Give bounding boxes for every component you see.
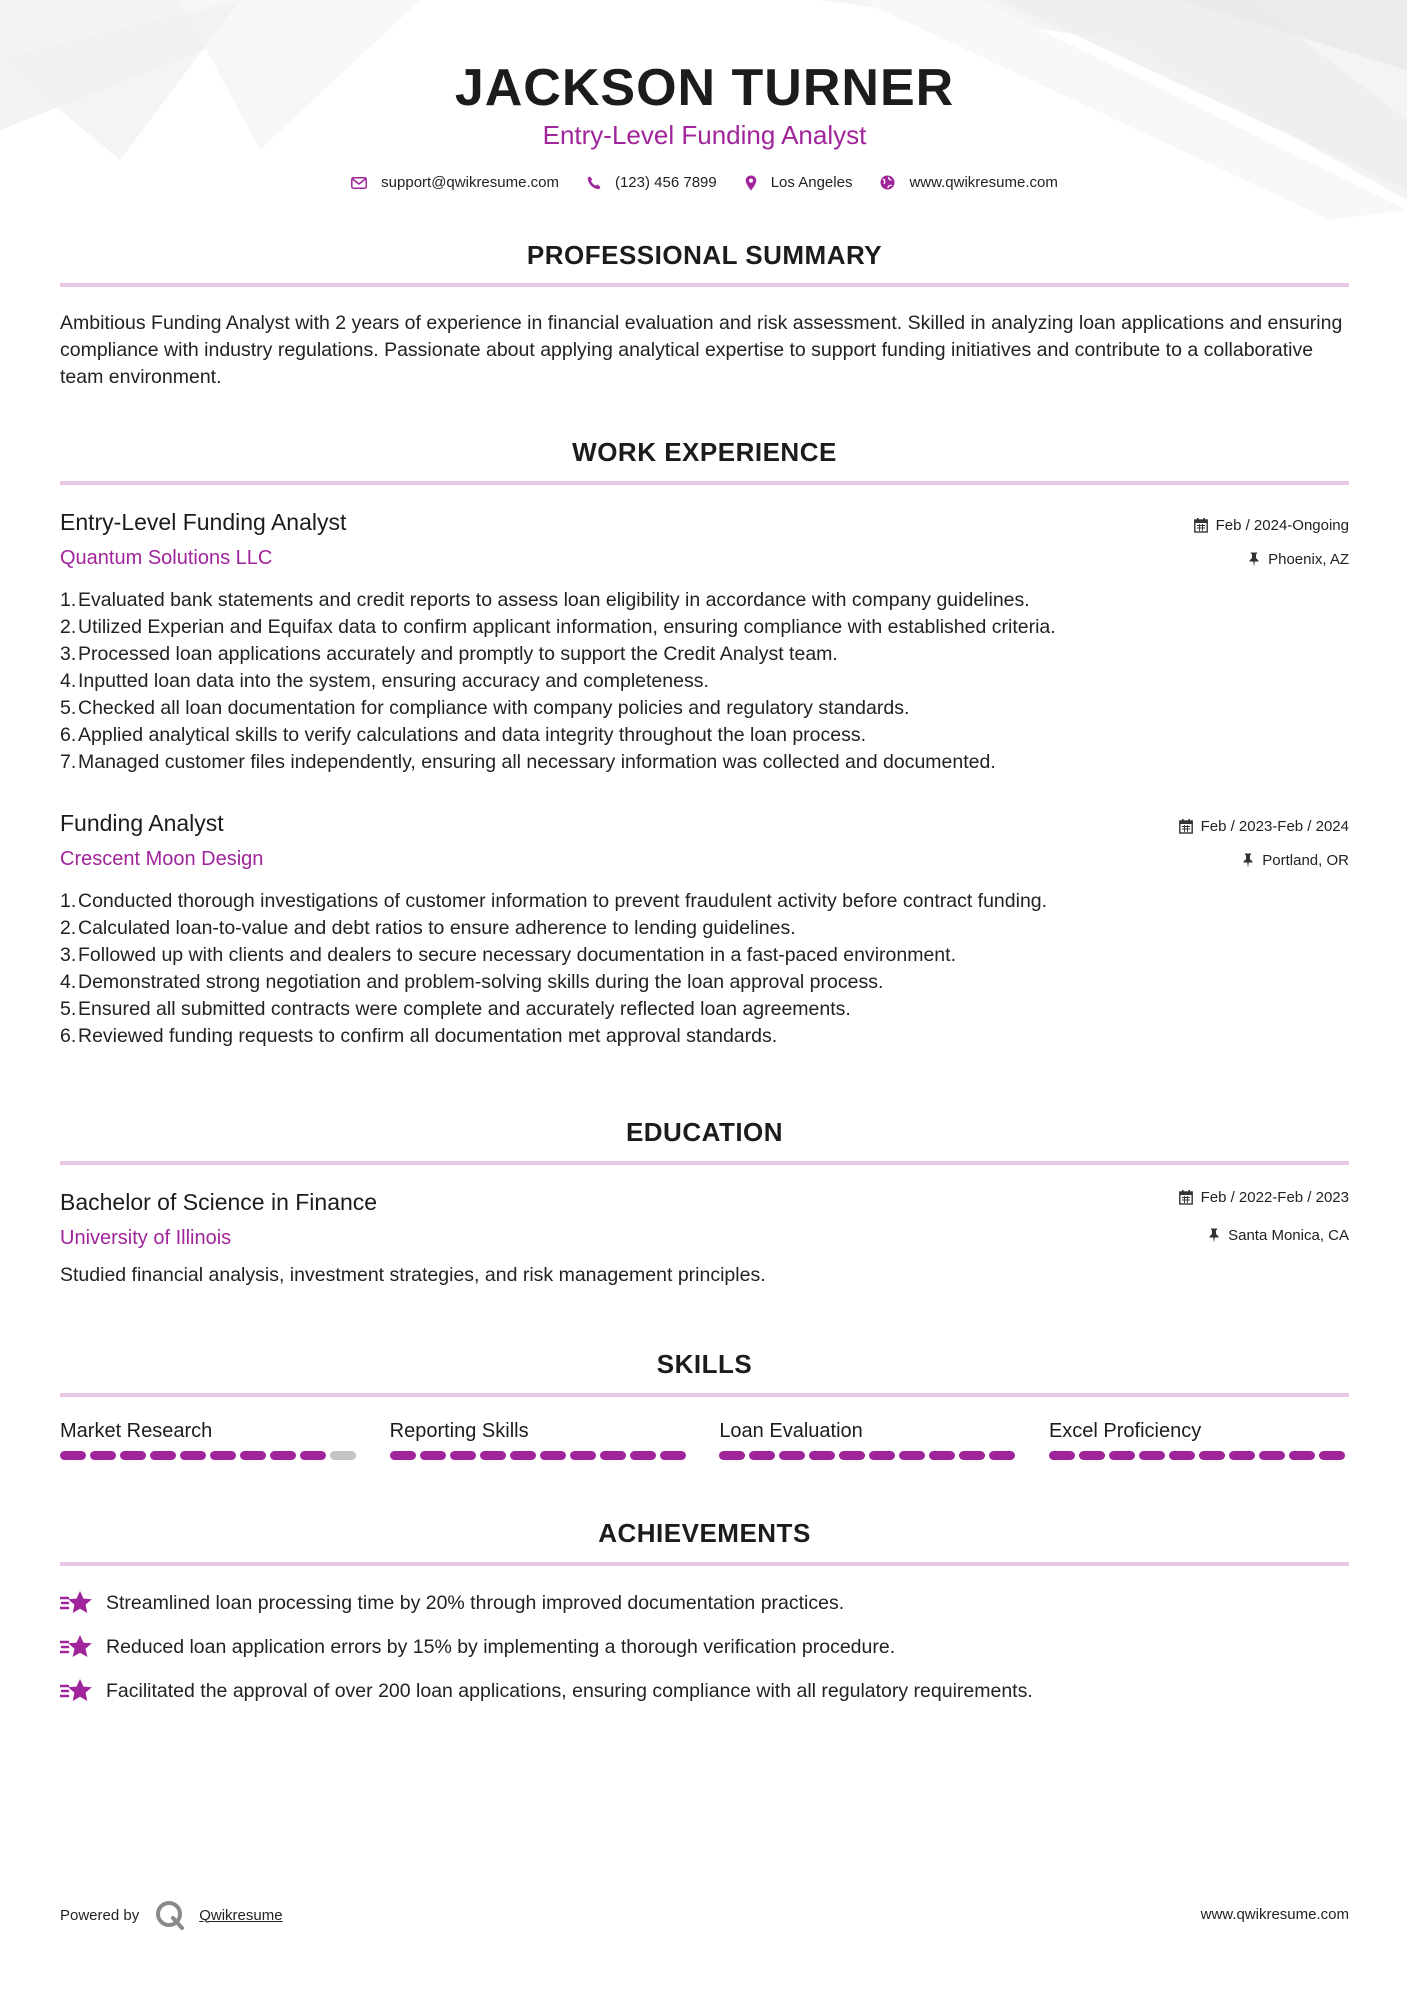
skill-segment-filled xyxy=(660,1451,686,1460)
skill-segment-filled xyxy=(809,1451,835,1460)
candidate-name: JACKSON TURNER xyxy=(454,59,955,117)
education-heading: EDUCATION xyxy=(625,1117,784,1147)
skill-segment-filled xyxy=(540,1451,566,1460)
list-item: 6. Applied analytical skills to verify calculations and data integrity throughout the loan process. xyxy=(60,722,1349,749)
skill-segment-filled xyxy=(929,1451,955,1460)
location-text: Los Angeles xyxy=(770,174,853,191)
summary-divider xyxy=(60,283,1349,287)
achievement-item xyxy=(60,1590,844,1616)
skill-segment-filled xyxy=(839,1451,865,1460)
skill-name: Loan Evaluation xyxy=(719,1420,863,1442)
education-description: Studied financial analysis, investment strategies, and risk management principles. xyxy=(60,1264,766,1286)
skill-segment-filled xyxy=(420,1451,446,1460)
skill-segment-filled xyxy=(240,1451,266,1460)
list-item: 7. Managed customer files independently, ensuring all necessary information was collected and documented. xyxy=(60,749,1349,776)
contact-phone[interactable] xyxy=(587,174,717,191)
skill-segment-filled xyxy=(390,1451,416,1460)
duty-text: Conducted thorough investigations of customer information to prevent fraudulent activity before contract funding. xyxy=(78,890,1048,912)
job-dates xyxy=(1194,517,1349,534)
website-text: www.qwikresume.com xyxy=(909,174,1058,191)
list-item: 1. Conducted thorough investigations of customer information to prevent fraudulent activity before contract funding. xyxy=(60,888,1349,915)
education-divider xyxy=(60,1161,1349,1165)
candidate-role: Entry-Level Funding Analyst xyxy=(542,120,867,150)
skill-segment-filled xyxy=(1109,1451,1135,1460)
skill-segment-filled xyxy=(1259,1451,1285,1460)
location-text: Portland, OR xyxy=(1262,852,1349,869)
skill-segment-filled xyxy=(150,1451,176,1460)
duty-text: Evaluated bank statements and credit reports to assess loan eligibility in accordance with company guidelines. xyxy=(78,589,1030,611)
list-item: 5. Checked all loan documentation for compliance with company policies and regulatory standards. xyxy=(60,695,1349,722)
achievement-item xyxy=(60,1634,895,1660)
education-location xyxy=(1208,1227,1349,1244)
summary-text: Ambitious Funding Analyst with 2 years of experience in financial evaluation and risk assessment. Skilled in analyzing loan applications and ensuring compliance with industry regulations. Passionate about applying analytical expertise to support funding initiatives and contribute to a collaborative team environment. xyxy=(60,312,1343,388)
company-name: Crescent Moon Design xyxy=(60,848,264,870)
globe-icon xyxy=(880,175,895,190)
star-icon xyxy=(60,1678,94,1704)
list-item: 2. Calculated loan-to-value and debt ratios to ensure adherence to lending guidelines. xyxy=(60,915,1349,942)
dates-text: Feb / 2023-Feb / 2024 xyxy=(1200,818,1349,835)
skill-segment-filled xyxy=(1319,1451,1345,1460)
qwikresume-logo-icon xyxy=(155,1900,185,1930)
duty-text: Inputted loan data into the system, ensuring accuracy and completeness. xyxy=(78,670,709,692)
skill-segment-filled xyxy=(1049,1451,1075,1460)
job-duties-list xyxy=(60,587,1349,776)
skill-segment-filled xyxy=(1199,1451,1225,1460)
skill-item xyxy=(60,1420,360,1460)
skill-segment-filled xyxy=(1289,1451,1315,1460)
company-name: Quantum Solutions LLC xyxy=(60,547,273,569)
skill-segment-filled xyxy=(1139,1451,1165,1460)
duty-text: Checked all loan documentation for compliance with company policies and regulatory standards. xyxy=(78,697,910,719)
list-item: 3. Processed loan applications accurately and promptly to support the Credit Analyst team. xyxy=(60,641,1349,668)
summary-heading: PROFESSIONAL SUMMARY xyxy=(526,240,883,270)
skills-grid xyxy=(60,1420,1349,1460)
pushpin-icon xyxy=(1208,1228,1220,1243)
skill-segment-filled xyxy=(989,1451,1015,1460)
duty-text: Followed up with clients and dealers to secure necessary documentation in a fast-paced environment. xyxy=(78,944,956,966)
skill-segment-filled xyxy=(210,1451,236,1460)
achievement-item xyxy=(60,1678,1033,1704)
calendar-icon xyxy=(1179,1190,1193,1205)
skill-segment-filled xyxy=(869,1451,895,1460)
location-text: Phoenix, AZ xyxy=(1268,551,1349,568)
achievement-text: Streamlined loan processing time by 20% through improved documentation practices. xyxy=(106,1591,845,1614)
list-item: 3. Followed up with clients and dealers to secure necessary documentation in a fast-paced environment. xyxy=(60,942,1349,969)
duty-text: Calculated loan-to-value and debt ratios to ensure adherence to lending guidelines. xyxy=(78,917,796,939)
skill-segment-filled xyxy=(450,1451,476,1460)
experience-heading: WORK EXPERIENCE xyxy=(572,437,837,467)
list-item: 5. Ensured all submitted contracts were complete and accurately reflected loan agreements. xyxy=(60,996,1349,1023)
calendar-icon xyxy=(1194,518,1208,533)
achievements-divider xyxy=(60,1562,1349,1566)
list-item: 4. Demonstrated strong negotiation and problem-solving skills during the loan approval process. xyxy=(60,969,1349,996)
star-icon xyxy=(60,1634,94,1660)
skill-segment-filled xyxy=(480,1451,506,1460)
duty-text: Processed loan applications accurately and promptly to support the Credit Analyst team. xyxy=(78,643,838,665)
skill-segment-filled xyxy=(959,1451,985,1460)
duty-text: Utilized Experian and Equifax data to confirm applicant information, ensuring compliance with established criteria. xyxy=(78,616,1056,638)
skill-segment-filled xyxy=(749,1451,775,1460)
job-location xyxy=(1248,551,1349,568)
duty-text: Managed customer files independently, ensuring all necessary information was collected and documented. xyxy=(78,751,996,773)
duty-text: Demonstrated strong negotiation and problem-solving skills during the loan approval process. xyxy=(78,971,884,993)
skill-item xyxy=(719,1420,1019,1460)
phone-text: (123) 456 7899 xyxy=(614,174,717,191)
skill-segment-filled xyxy=(600,1451,626,1460)
skill-name: Excel Proficiency xyxy=(1048,1420,1202,1442)
degree-title: Bachelor of Science in Finance xyxy=(60,1189,378,1215)
pushpin-icon xyxy=(1242,853,1254,868)
list-item: 2. Utilized Experian and Equifax data to confirm applicant information, ensuring compliance with established criteria. xyxy=(60,614,1349,641)
qwikresume-link[interactable]: Qwikresume xyxy=(199,1906,283,1924)
skill-name: Market Research xyxy=(60,1420,213,1442)
skill-level-bar xyxy=(1049,1451,1349,1460)
skill-segment-filled xyxy=(180,1451,206,1460)
contact-email[interactable] xyxy=(351,174,559,191)
skill-level-bar xyxy=(390,1451,690,1460)
job-dates xyxy=(1179,818,1349,835)
contact-website[interactable] xyxy=(880,174,1057,191)
achievement-text: Reduced loan application errors by 15% by implementing a thorough verification procedure. xyxy=(106,1635,896,1658)
skill-segment-filled xyxy=(120,1451,146,1460)
skill-item xyxy=(1049,1420,1349,1460)
list-item: 1. Evaluated bank statements and credit reports to assess loan eligibility in accordance with company guidelines. xyxy=(60,587,1349,614)
skill-segment-filled xyxy=(90,1451,116,1460)
job-location xyxy=(1242,852,1349,869)
skills-heading: SKILLS xyxy=(656,1349,753,1379)
phone-icon xyxy=(587,176,601,190)
dates-text: Feb / 2024-Ongoing xyxy=(1215,517,1349,534)
skill-segment-filled xyxy=(570,1451,596,1460)
experience-divider xyxy=(60,481,1349,485)
job-duties-list xyxy=(60,888,1349,1050)
skill-level-bar xyxy=(719,1451,1019,1460)
contact-location xyxy=(745,174,853,191)
job-title: Entry-Level Funding Analyst xyxy=(60,509,347,535)
star-icon xyxy=(60,1590,94,1616)
job-title: Funding Analyst xyxy=(60,810,224,836)
contact-bar xyxy=(60,174,1349,191)
list-item: 6. Reviewed funding requests to confirm all documentation met approval standards. xyxy=(60,1023,1349,1050)
map-pin-icon xyxy=(745,175,757,191)
skill-segment-filled xyxy=(630,1451,656,1460)
footer-website[interactable]: www.qwikresume.com xyxy=(1200,1906,1349,1923)
skills-divider xyxy=(60,1393,1349,1397)
powered-by-label: Powered by xyxy=(60,1906,140,1924)
skill-segment-filled xyxy=(719,1451,745,1460)
dates-text: Feb / 2022-Feb / 2023 xyxy=(1200,1189,1349,1206)
skill-segment-filled xyxy=(1229,1451,1255,1460)
skill-segment-filled xyxy=(779,1451,805,1460)
achievements-heading: ACHIEVEMENTS xyxy=(598,1518,811,1548)
envelope-icon xyxy=(351,177,367,189)
skill-level-bar xyxy=(60,1451,360,1460)
education-dates xyxy=(1179,1189,1349,1206)
skill-segment-filled xyxy=(899,1451,925,1460)
skill-segment-filled xyxy=(1079,1451,1105,1460)
achievement-text: Facilitated the approval of over 200 loan applications, ensuring compliance with all regulatory requirements. xyxy=(106,1679,1033,1702)
skill-item xyxy=(390,1420,690,1460)
duty-text: Reviewed funding requests to confirm all documentation met approval standards. xyxy=(78,1025,778,1047)
location-text: Santa Monica, CA xyxy=(1228,1227,1349,1244)
school-name: University of Illinois xyxy=(60,1227,232,1249)
duty-text: Applied analytical skills to verify calculations and data integrity throughout the loan process. xyxy=(78,724,867,746)
skill-segment-empty xyxy=(330,1451,356,1460)
skill-segment-filled xyxy=(300,1451,326,1460)
duty-text: Ensured all submitted contracts were complete and accurately reflected loan agreements. xyxy=(78,998,851,1020)
skill-segment-filled xyxy=(60,1451,86,1460)
skill-segment-filled xyxy=(510,1451,536,1460)
pushpin-icon xyxy=(1248,552,1260,567)
email-text: support@qwikresume.com xyxy=(381,174,559,191)
footer-branding xyxy=(60,1900,283,1930)
calendar-icon xyxy=(1179,819,1193,834)
list-item: 4. Inputted loan data into the system, ensuring accuracy and completeness. xyxy=(60,668,1349,695)
skill-name: Reporting Skills xyxy=(389,1420,529,1442)
skill-segment-filled xyxy=(270,1451,296,1460)
skill-segment-filled xyxy=(1169,1451,1195,1460)
